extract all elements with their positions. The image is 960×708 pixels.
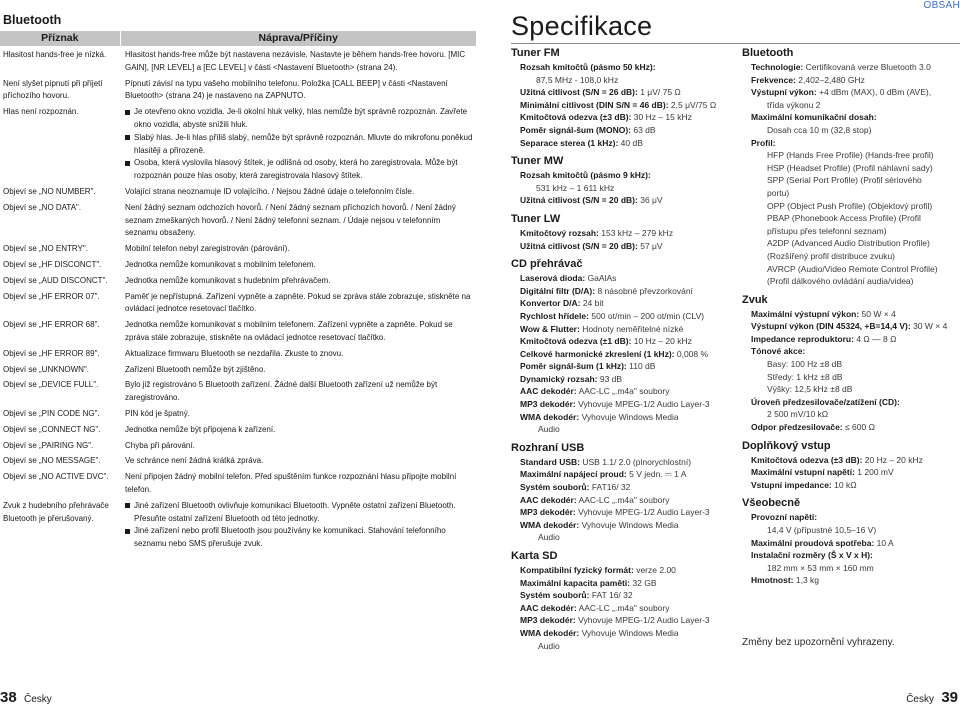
spec-value: 10 A (876, 537, 894, 548)
symptom-cell: Objeví se „PAIRING NG". (3, 440, 94, 450)
spec-label: Úroveň předzesilovače/zatížení (CD): (751, 396, 900, 407)
spec-item (511, 360, 739, 373)
spec-item (742, 111, 960, 136)
remedy-cell: Pípnutí závisí na typu vašeho mobilního telefonu. Položka [CALL BEEP] v části <Nastavení Bluetooth> (strana 24) je nastaveno na ZAPNUTO. (125, 78, 448, 101)
spec-group (511, 550, 739, 652)
spec-label: Hmotnost: (751, 575, 794, 586)
spec-label: Vstupní impedance: (751, 479, 832, 490)
spec-item (742, 86, 960, 111)
spec-item (742, 479, 960, 492)
remedy-cell: Ve schránce není žádná krátká zpráva. (125, 456, 264, 466)
spec-item (511, 335, 739, 348)
spec-label: Tónové akce: (751, 346, 806, 357)
spec-item (511, 468, 739, 481)
spec-label: Profil: (751, 137, 776, 148)
spec-value: ≤ 600 Ω (845, 422, 875, 433)
spec-value: 87,5 MHz - 108,0 kHz (536, 74, 619, 85)
spec-value: Audio (538, 424, 560, 435)
spec-value: A2DP (Advanced Audio Distribution Profile) (767, 238, 930, 249)
spec-label: WMA dekodér: (520, 627, 580, 638)
spec-label: MP3 dekodér: (520, 399, 576, 410)
spec-value: 153 kHz – 279 kHz (601, 227, 674, 238)
symptom-cell: Hlas není rozpoznán. (3, 107, 79, 117)
right-page (480, 0, 960, 708)
title-divider (511, 43, 960, 44)
remedy-cell: Jednotka nemůže komunikovat s mobilním telefonem. (125, 259, 316, 269)
spec-value: 36 μV (640, 195, 663, 206)
spec-value: 10 Hz – 20 kHz (633, 336, 692, 347)
spec-value: AVRCP (Audio/Video Remote Control Profile) (767, 263, 938, 274)
spec-value: AAC-LC „.m4a" soubory (578, 494, 670, 505)
page-number: 38 (0, 689, 17, 706)
spec-item (511, 99, 739, 112)
table-row (0, 199, 476, 240)
spec-value: USB 1.1/ 2.0 (plnorychlostní) (582, 456, 692, 467)
spec-item (511, 506, 739, 519)
spec-group-title: Bluetooth (742, 47, 794, 59)
table-row (0, 75, 476, 104)
table-row (0, 272, 476, 288)
spec-label: Maximální vstupní napětí: (751, 467, 855, 478)
table-row (0, 437, 476, 453)
spec-value: Certifikovaná verze Bluetooth 3.0 (805, 62, 931, 72)
spec-label: Kmitočtový rozsah: (520, 227, 599, 238)
spec-item (742, 511, 960, 536)
symptom-cell: Objeví se „PIN CODE NG". (3, 408, 100, 418)
remedy-cell: Jednotka nemůže komunikovat s mobilním telefonem. Zařízení vypněte a zapněte. Pokud se zpráva stále zobrazuje, stiskněte na ovládací jednotce resetovací tlačítko. (125, 320, 453, 342)
spec-label: Digitální filtr (D/A): (520, 285, 596, 296)
spec-label: Poměr signál-šum (MONO): (520, 124, 631, 135)
spec-value: 531 kHz – 1 611 kHz (536, 182, 615, 193)
spec-group (511, 213, 739, 252)
spec-group-title: Tuner MW (511, 155, 564, 168)
spec-value: Basy: 100 Hz ±8 dB (767, 359, 843, 370)
spec-label: Maximální komunikační dosah: (751, 112, 877, 123)
page-number: 39 (941, 689, 958, 706)
spec-item (742, 333, 960, 346)
symptom-cell: Objeví se „HF DISCONCT". (3, 259, 102, 269)
table-row (0, 405, 476, 421)
spec-value: (Rozšířený profil distribuce zvuku) (767, 250, 896, 261)
spec-value: PBAP (Phonebook Access Profile) (Profil (767, 213, 921, 224)
spec-value: Hodnoty neměřitelné nízké (582, 323, 684, 334)
spec-value: OPP (Object Push Profile) (Objektový profil) (767, 200, 933, 211)
spec-label: Frekvence: (751, 74, 796, 85)
spec-value: Dosah cca 10 m (32,8 stop) (767, 124, 872, 135)
spec-value: Vyhovuje Windows Media (581, 411, 679, 422)
symptom-cell: Objeví se „HF ERROR 68". (3, 320, 100, 330)
spec-item (742, 345, 960, 395)
spec-label: Dynamický rozsah: (520, 373, 598, 384)
table-row (0, 421, 476, 437)
spec-item (511, 348, 739, 361)
spec-value: Audio (538, 532, 560, 543)
spec-group-title: Všeobecně (742, 497, 801, 510)
header-remedy: Náprava/Příčiny (120, 31, 476, 46)
remedy-cell: Hlasitost hands-free může být nastavena nezávisle. Nastavte je během hands-free hovoru. [MIC GAIN], [NR LEVEL] a [EC LEVEL] v části <Nastavení Bluetooth> (strana 24). (125, 50, 466, 72)
spec-value: Vyhovuje Windows Media (581, 519, 679, 530)
spec-label: Maximální výstupní výkon: (751, 308, 860, 319)
symptom-cell: Objeví se „NO ACTIVE DVC". (3, 472, 109, 482)
spec-label: Laserová dioda: (520, 273, 586, 284)
spec-group (742, 294, 960, 434)
remedy-cell: Chyba při párování. (125, 440, 195, 450)
spec-item (511, 86, 739, 99)
spec-value: 63 dB (633, 124, 656, 135)
spec-label: Separace sterea (1 kHz): (520, 137, 619, 148)
spec-value: 2 500 mV/10 kΩ (767, 409, 829, 420)
spec-label: Maximální napájecí proud: (520, 469, 627, 480)
remedy-bullet: Osoba, která vyslovila hlasový štítek, je odlišná od osoby, která ho zaregistrovala. Může být rozpoznán pouze hlas osoby, která zaregistrovala hlasový štítek. (125, 157, 474, 183)
spec-value: 20 Hz – 20 kHz (864, 454, 923, 465)
header-symptom: Příznak (0, 31, 120, 46)
spec-label: Provozní napětí: (751, 512, 818, 523)
spec-value: 5 V jedn. ⎓ 1 A (629, 469, 687, 480)
spec-item (511, 285, 739, 298)
spec-item (511, 627, 739, 652)
spec-item (742, 466, 960, 479)
remedy-cell: Paměť je nepřístupná. Zařízení vypněte a zapněte. Pokud se zpráva stále zobrazuje, stiskněte na ovládací jednotce resetovací tlačítko. (125, 291, 471, 314)
remedy-cell: Mobilní telefon nebyl zaregistrován (párování). (125, 244, 290, 254)
spec-label: AAC dekodér: (520, 494, 577, 505)
symptom-cell: Objeví se „CONNECT NG". (3, 424, 101, 434)
spec-value: Vyhovuje Windows Media (581, 627, 679, 638)
symptom-cell: Zvuk z hudebního přehrávače Bluetooth je přerušovaný. (3, 500, 109, 523)
remedy-cell: Není připojen žádný mobilní telefon. Před spuštěním funkce rozpoznání hlasu připojte mobilní telefon. (125, 472, 457, 494)
spec-item (511, 297, 739, 310)
spec-item (742, 396, 960, 421)
spec-value: +4 dBm (MAX), 0 dBm (AVE), (819, 87, 932, 98)
spec-value: 500 ot/min – 200 ot/min (CLV) (591, 310, 705, 321)
spec-value: 0,008 % (676, 348, 709, 359)
spec-item (511, 194, 739, 207)
spec-group-title: Tuner LW (511, 212, 561, 225)
spec-value: Audio (538, 640, 560, 651)
spec-label: Rozsah kmitočtů (pásmo 9 kHz): (520, 170, 651, 181)
spec-value: HSP (Headset Profile) (Profil náhlavní sady) (767, 162, 933, 173)
spec-value: (Profil dálkového ovládání audia/videa) (767, 276, 914, 287)
spec-value: verze 2.00 (636, 565, 676, 575)
symptom-cell: Objeví se „AUD DISCONCT". (3, 275, 108, 285)
spec-label: Impedance reproduktoru: (751, 333, 854, 344)
spec-item (511, 589, 739, 602)
spec-label: Celkové harmonické zkreslení (1 kHz): (520, 348, 675, 359)
spec-item (742, 320, 960, 333)
spec-item (511, 323, 739, 336)
spec-item (511, 373, 739, 386)
table-row (0, 468, 476, 497)
spec-item (742, 549, 960, 574)
spec-item (511, 240, 739, 253)
spec-label: AAC dekodér: (520, 386, 577, 397)
spec-label: Systém souborů: (520, 590, 590, 601)
spec-value: 40 dB (620, 137, 643, 148)
table-row (0, 240, 476, 256)
spec-item (511, 310, 739, 323)
spec-label: Maximální kapacita paměti: (520, 577, 631, 588)
spec-label: Standard USB: (520, 456, 580, 467)
spec-item (742, 421, 960, 434)
spec-value: 2,5 μV/75 Ω (670, 99, 717, 110)
remedy-cell: Bylo již registrováno 5 Bluetooth zařízení. Žádné další Bluetooth zařízení už nemůže být zaregistrováno. (125, 380, 438, 403)
troubleshooting-table (0, 31, 476, 551)
spec-label: Užitná citlivost (S/N = 20 dB): (520, 240, 638, 251)
spec-value: Vyhovuje MPEG-1/2 Audio Layer-3 (578, 399, 710, 410)
spec-value: 14,4 V (přípustné 10,5–16 V) (767, 525, 877, 535)
remedy-cell (120, 103, 476, 183)
spec-label: Wow & Flutter: (520, 323, 580, 334)
remedy-bullet: Jiné zařízení nebo profil Bluetooth jsou používány ke komunikaci. Stahování telefonního seznamu nebo SMS přerušuje zvuk. (125, 525, 474, 551)
spec-label: WMA dekodér: (520, 411, 580, 422)
symptom-cell: Objeví se „DEVICE FULL". (3, 380, 99, 390)
spec-value: 32 GB (632, 577, 657, 588)
spec-column-left (511, 47, 739, 658)
spec-label: Kmitočtová odezva (±1 dB): (520, 336, 632, 347)
symptom-cell: Objeví se „NO ENTRY". (3, 244, 88, 254)
page-language: Česky (24, 694, 52, 705)
remedy-cell: Jednotka nemůže komunikovat s hudebním přehrávačem. (125, 275, 331, 285)
symptom-cell: Objeví se „UNKNOWN". (3, 364, 89, 374)
spec-item (511, 614, 739, 627)
spec-value: 4 Ω — 8 Ω (856, 333, 897, 344)
table-row (0, 46, 476, 75)
table-row (0, 361, 476, 377)
spec-value: 24 bit (582, 298, 604, 309)
spec-label: WMA dekodér: (520, 519, 580, 530)
spec-value: 1 μV/ 75 Ω (640, 87, 681, 98)
spec-value: 30 Hz – 15 kHz (633, 112, 692, 123)
spec-label: Technologie: (751, 62, 804, 72)
symptom-cell: Objeví se „HF ERROR 07". (3, 291, 100, 301)
spec-value: Středy: 1 kHz ±8 dB (767, 371, 843, 382)
spec-group (742, 47, 960, 288)
spec-value: 30 W × 4 (913, 321, 948, 332)
table-row (0, 316, 476, 345)
spec-value: GaAlAs (587, 273, 617, 284)
spec-group (511, 47, 739, 149)
symptom-cell: Hlasitost hands-free je nízká. (3, 50, 107, 59)
spec-value: 110 dB (629, 361, 656, 372)
table-row (0, 103, 476, 183)
spec-value: 2,402–2,480 GHz (798, 74, 865, 85)
spec-item (511, 137, 739, 150)
remedy-cell: Jednotka nemůže být připojena k zařízení. (125, 424, 276, 434)
spec-value: Vyhovuje MPEG-1/2 Audio Layer-3 (578, 615, 710, 626)
spec-label: Kmitočtová odezva (±3 dB): (520, 112, 632, 123)
spec-label: Systém souborů: (520, 482, 590, 493)
remedy-bullet: Jiné zařízení Bluetooth ovlivňuje komunikaci Bluetooth. Vypněte ostatní zařízení Bluetooth. Přesuňte ostatní zařízení Bluetooth od této jednotky. (125, 500, 474, 526)
spec-label: MP3 dekodér: (520, 615, 576, 626)
spec-item (511, 411, 739, 436)
spec-item (742, 74, 960, 87)
spec-label: MP3 dekodér: (520, 507, 576, 518)
spec-item (511, 398, 739, 411)
table-body (0, 46, 476, 551)
remedy-bullet: Slabý hlas. Je-li hlas příliš slabý, nemůže být správně rozpoznán. Mluvte do mikrofonu poněkud hlasitěji a přirozeně. (125, 132, 474, 158)
spec-column-right (742, 47, 960, 593)
spec-value: SPP (Serial Port Profile) (Profil sériového (767, 175, 922, 186)
remedy-cell (120, 497, 476, 551)
spec-value: HFP (Hands Free Profile) (Hands-free profil) (767, 150, 934, 161)
remedy-cell: Volající strana neoznamuje ID volajícího. / Nejsou žádné údaje o telefonním čísle. (125, 186, 415, 196)
spec-value: 10 kΩ (834, 479, 857, 490)
spec-label: Užitná citlivost (S/N = 26 dB): (520, 87, 638, 98)
spec-group-title: Rozhraní USB (511, 441, 585, 454)
spec-value: FAT 16/ 32 (591, 590, 633, 601)
spec-group-title: Karta SD (511, 550, 558, 562)
spec-value: 1 200 mV (857, 467, 894, 478)
spec-group (511, 155, 739, 207)
spec-label: Rozsah kmitočtů (pásmo 50 kHz): (520, 62, 656, 72)
spec-value: přístupu přes telefonní seznam) (767, 225, 887, 236)
symptom-cell: Objeví se „NO NUMBER". (3, 186, 96, 196)
section-heading: Bluetooth (3, 13, 62, 27)
symptom-cell: Objeví se „HF ERROR 89". (3, 348, 100, 358)
table-row (0, 497, 476, 551)
table-row (0, 452, 476, 468)
table-row (0, 183, 476, 199)
spec-value: AAC-LC „.m4a" soubory (578, 386, 670, 397)
remedy-bullet: Je otevřeno okno vozidla. Je-li okolní hluk velký, hlas nemůže být správně rozpoznán. Zavřete okno vozidla, abyste snížili hluk. (125, 106, 474, 132)
spec-value: třída výkonu 2 (767, 99, 821, 110)
spec-item (742, 61, 960, 74)
spec-item (511, 519, 739, 544)
spec-item (511, 456, 739, 469)
spec-group-title: Tuner FM (511, 47, 560, 59)
spec-item (511, 602, 739, 615)
spec-item (511, 577, 739, 590)
spec-value: 182 mm × 53 mm × 160 mm (767, 562, 874, 573)
spec-item (511, 272, 739, 285)
spec-value: Výšky: 12,5 kHz ±8 dB (767, 384, 853, 395)
spec-value: Vyhovuje MPEG-1/2 Audio Layer-3 (578, 507, 710, 518)
table-row (0, 376, 476, 405)
spec-item (742, 537, 960, 550)
remedy-cell: PIN kód je špatný. (125, 408, 190, 418)
page-language: Česky (906, 694, 934, 705)
symptom-cell: Není slyšet pípnutí při příjetí příchozího hovoru. (3, 78, 103, 101)
symptom-cell: Objeví se „NO MESSAGE". (3, 456, 101, 466)
spec-group (511, 258, 739, 436)
spec-item (742, 137, 960, 288)
contents-link[interactable]: OBSAH (923, 0, 960, 11)
spec-value: FAT16/ 32 (591, 482, 631, 493)
spec-label: Instalační rozměry (Š x V x H): (751, 550, 873, 561)
spec-label: AAC dekodér: (520, 602, 577, 613)
spec-item (511, 481, 739, 494)
spec-value: 8 násobné převzorkování (597, 285, 693, 296)
spec-item (511, 227, 739, 240)
spec-group-title: CD přehrávač (511, 258, 583, 271)
spec-item (511, 169, 739, 194)
table-header-row (0, 31, 476, 46)
remedy-cell: Aktualizace firmwaru Bluetooth se nezdařila. Zkuste to znovu. (125, 348, 344, 358)
spec-label: Rychlost hřídele: (520, 310, 589, 321)
spec-value: 50 W × 4 (861, 308, 896, 319)
table-row (0, 288, 476, 317)
remedy-cell: Zařízení Bluetooth nemůže být zjištěno. (125, 364, 266, 374)
spec-value: AAC-LC „.m4a" soubory (578, 602, 670, 613)
spec-label: Poměr signál-šum (1 kHz): (520, 361, 627, 372)
spec-label: Výstupní výkon: (751, 87, 817, 98)
spec-item (742, 454, 960, 467)
spec-group (511, 442, 739, 544)
spec-item (511, 385, 739, 398)
spec-item (742, 574, 960, 587)
spec-group-title: Doplňkový vstup (742, 439, 831, 452)
spec-label: Maximální proudová spotřeba: (751, 537, 875, 548)
spec-label: Kmitočtová odezva (±3 dB): (751, 454, 863, 465)
spec-label: Odpor předzesilovače: (751, 422, 843, 433)
spec-item (511, 61, 739, 86)
symptom-cell: Objeví se „NO DATA". (3, 202, 82, 212)
spec-label: Kompatibilní fyzický formát: (520, 565, 634, 575)
remedy-cell: Není žádný seznam odchozích hovorů. / Není žádný seznam příchozích hovorů. / Není žádný seznam zmeškaných hovorů. / Není žádný telefonní seznam. / Údaje nejsou v telefonním seznamu obsaženy. (125, 202, 456, 238)
spec-value: 57 μV (640, 240, 663, 251)
spec-label: Výstupní výkon (DIN 45324, +B=14,4 V): (751, 321, 911, 332)
spec-group (742, 497, 960, 587)
spec-label: Minimální citlivost (DIN S/N = 46 dB): (520, 99, 669, 110)
spec-item (511, 564, 739, 577)
spec-item (511, 494, 739, 507)
spec-item (511, 111, 739, 124)
spec-item (511, 124, 739, 137)
table-row (0, 345, 476, 361)
spec-group-title: Zvuk (742, 293, 768, 306)
spec-label: Konvertor D/A: (520, 298, 581, 309)
page-title: Specifikace (511, 11, 653, 41)
spec-value: 1,3 kg (795, 575, 820, 586)
spec-value: 93 dB (599, 373, 623, 384)
spec-group (742, 440, 960, 492)
spec-item (742, 308, 960, 321)
table-row (0, 256, 476, 272)
spec-note: Změny bez upozornění vyhrazeny. (742, 637, 895, 648)
spec-label: Užitná citlivost (S/N = 20 dB): (520, 195, 638, 206)
spec-value: portu) (767, 187, 790, 198)
